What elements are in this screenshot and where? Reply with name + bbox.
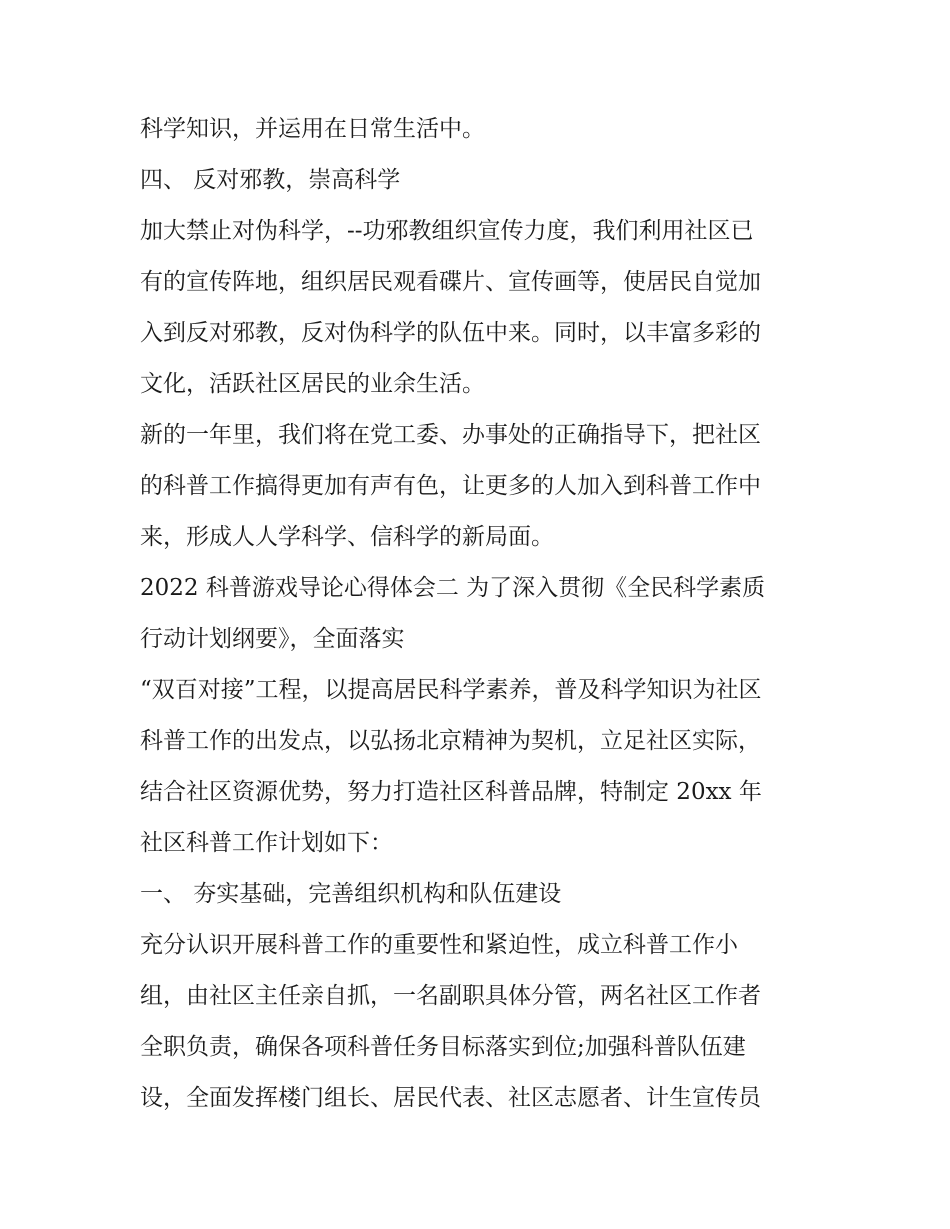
text-line: 行动计划纲要》，全面落实 [140,626,405,652]
text-line: 结合社区资源优势，努力打造社区科普品牌，特制定 20xx 年 [140,779,762,805]
text-line: “双百对接”工程，以提高居民科学素养，普及科学知识为社区 [140,677,762,703]
text-line: 来，形成人人学科学、信科学的新局面。 [140,524,554,550]
document-title-line: 2022 科普游戏导论心得体会二 为了深入贯彻《全民科学素质 [140,575,766,601]
section-heading: 四、 反对邪教，崇高科学 [140,167,401,193]
text-line: 入到反对邪教，反对伪科学的队伍中来。同时，以丰富多彩的 [140,320,761,346]
text-line: 有的宣传阵地，组织居民观看碟片、宣传画等，使居民自觉加 [140,269,761,295]
text-line: 的科普工作搞得更加有声有色，让更多的人加入到科普工作中 [140,473,761,499]
document-body [140,104,820,1124]
text-line: 社区科普工作计划如下： [140,830,393,856]
text-line: 设，全面发挥楼门组长、居民代表、社区志愿者、计生宣传员 [140,1085,761,1111]
section-heading: 一、 夯实基础，完善组织机构和队伍建设 [140,881,562,907]
text-line: 组，由社区主任亲自抓，一名副职具体分管，两名社区工作者 [140,983,761,1009]
text-line: 充分认识开展科普工作的重要性和紧迫性，成立科普工作小 [140,932,738,958]
text-line: 新的一年里，我们将在党工委、办事处的正确指导下，把社区 [140,422,761,448]
text-line: 文化，活跃社区居民的业余生活。 [140,371,485,397]
text-line: 加大禁止对伪科学，--功邪教组织宣传力度，我们利用社区已 [140,218,754,244]
text-line: 科学知识，并运用在日常生活中。 [140,116,485,142]
text-line: 科普工作的出发点，以弘扬北京精神为契机，立足社区实际， [140,728,761,754]
text-line: 全职负责，确保各项科普任务目标落实到位;加强科普队伍建 [140,1034,746,1060]
